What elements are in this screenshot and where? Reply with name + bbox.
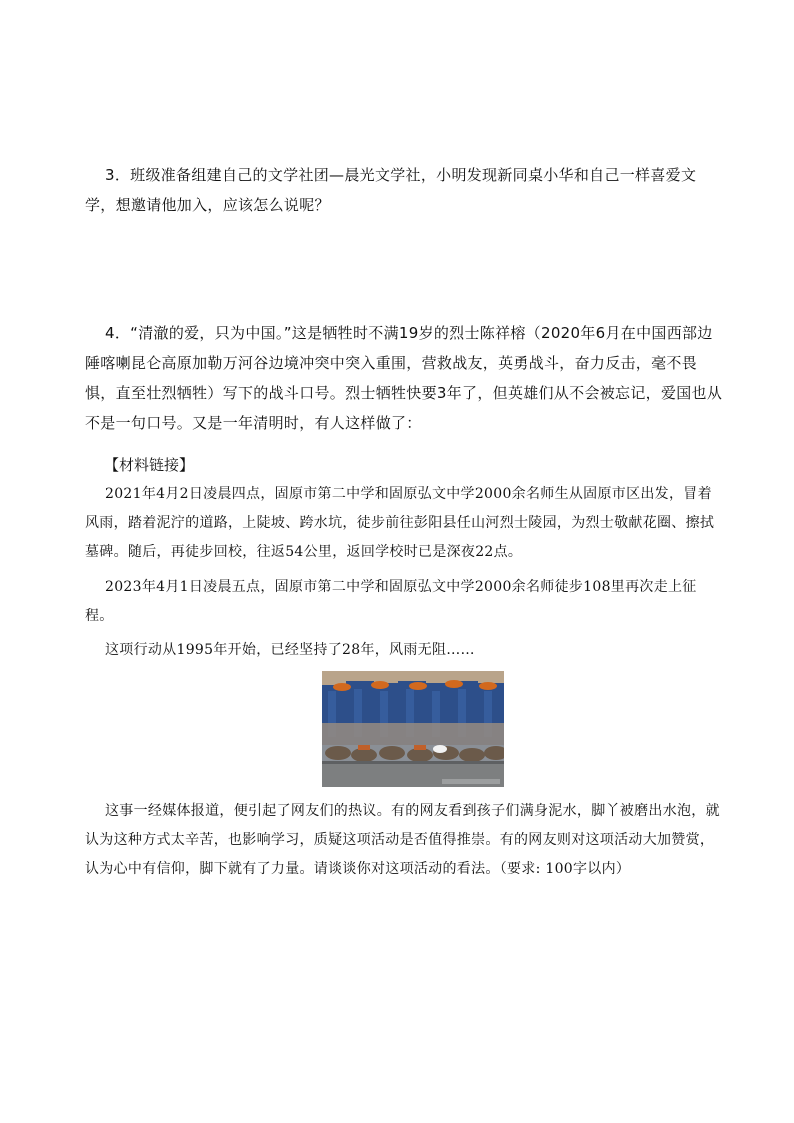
material-paragraph-1: 2021年4月2日凌晨四点，固原市第二中学和固原弘文中学2000余名师生从固原市区出发，冒着风雨，踏着泥泞的道路，上陡坡、跨水坑，徒步前往彭阳县任山河烈士陵园，为烈士敬献花圈、擦拭墓碑。随后，再徒步回校，往返54公里，返回学校时已是深夜22点。: [85, 486, 715, 560]
question-4: 4．“清澈的爱，只为中国。”这是牺牲时不满19岁的烈士陈祥榕（2020年6月在中国西部边陲喀喇昆仑高原加勒万河谷边境冲突中突入重围，营救战友，英勇战斗，奋力反击，毫不畏惧，直至壮烈牺牲）写下的战斗口号。烈士牺牲快要3年了，但英雄们从不会被忘记，爱国也从不是一句口号。又是一年清明时，有人这样做了：: [85, 324, 723, 432]
material-paragraph-3: 这项行动从1995年开始，已经坚持了28年，风雨无阻……: [105, 642, 475, 658]
material-heading: 【材料链接】: [104, 456, 195, 474]
muddy-shoes-photo: [322, 671, 504, 787]
material-paragraph-4: 这事一经媒体报道，便引起了网友们的热议。有的网友看到孩子们满身泥水，脚丫被磨出水泡，就认为这种方式太辛苦，也影响学习，质疑这项活动是否值得推崇。有的网友则对这项活动大加赞赏，认为心中有信仰，脚下就有了力量。请谈谈你对这项活动的看法。（要求: 100字以内）: [85, 803, 720, 877]
material-paragraph-2: 2023年4月1日凌晨五点，固原市第二中学和固原弘文中学2000余名师徒步108里再次走上征程。: [85, 579, 697, 624]
question-3: 3．班级准备组建自己的文学社团—晨光文学社，小明发现新同桌小华和自己一样喜爱文学，想邀请他加入，应该怎么说呢？: [85, 166, 697, 214]
